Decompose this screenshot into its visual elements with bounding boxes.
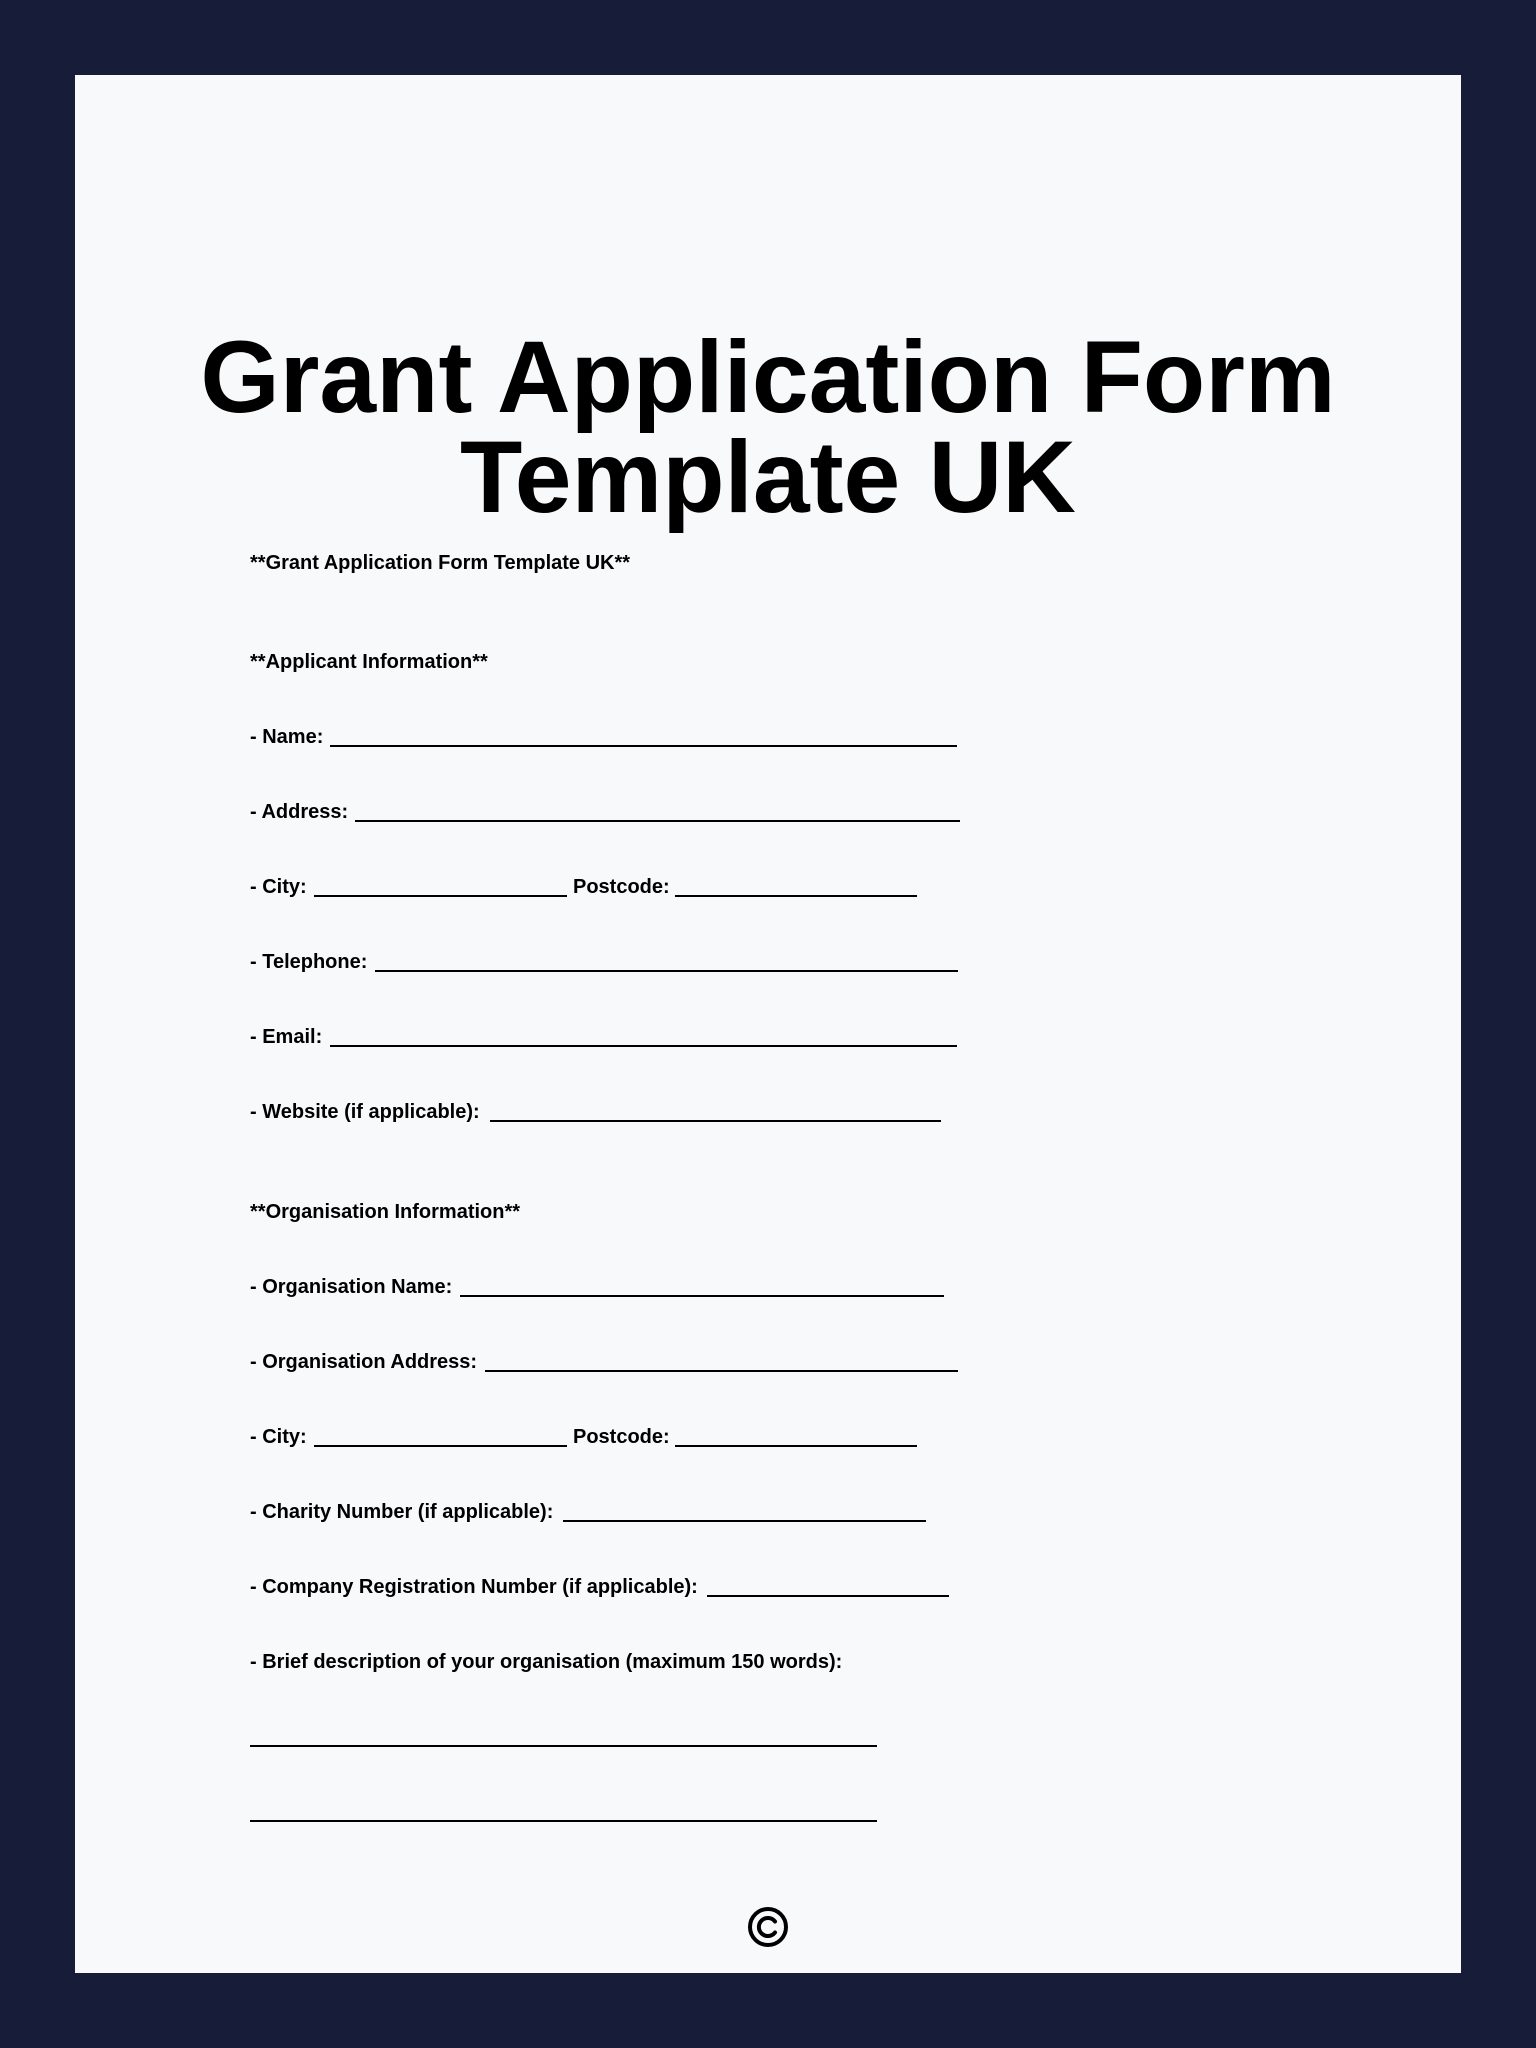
description-line-1[interactable] (250, 1745, 877, 1747)
applicant-address-field[interactable] (355, 820, 960, 822)
applicant-postcode-field[interactable] (675, 895, 917, 897)
charity-number-label: - Charity Number (if applicable): (250, 1501, 554, 1523)
organisation-name-field[interactable] (460, 1295, 944, 1297)
applicant-postcode-label: Postcode: (573, 876, 670, 898)
page-title: Grant Application Form Template UK (200, 320, 1336, 534)
document-subtitle: **Grant Application Form Template UK** (250, 552, 631, 574)
applicant-city-field[interactable] (314, 895, 567, 897)
charity-number-field[interactable] (563, 1520, 926, 1522)
applicant-website-label: - Website (if applicable): (250, 1101, 480, 1123)
copyright-icon (746, 1905, 790, 1949)
organisation-section-heading: **Organisation Information** (250, 1201, 521, 1223)
description-line-2[interactable] (250, 1820, 877, 1822)
organisation-city-field[interactable] (314, 1445, 567, 1447)
document-page (75, 75, 1461, 1973)
organisation-description-label: - Brief description of your organisation (maximum 150 words): (250, 1651, 843, 1673)
applicant-address-label: - Address: (250, 801, 349, 823)
applicant-website-field[interactable] (490, 1120, 941, 1122)
company-registration-field[interactable] (707, 1595, 949, 1597)
applicant-city-label: - City: (250, 876, 307, 898)
organisation-name-label: - Organisation Name: (250, 1276, 453, 1298)
company-registration-label: - Company Registration Number (if applicable): (250, 1576, 698, 1598)
applicant-section-heading: **Applicant Information** (250, 651, 488, 673)
applicant-email-label: - Email: (250, 1026, 323, 1048)
organisation-city-label: - City: (250, 1426, 307, 1448)
organisation-postcode-field[interactable] (675, 1445, 917, 1447)
organisation-postcode-label: Postcode: (573, 1426, 670, 1448)
organisation-address-field[interactable] (485, 1370, 958, 1372)
applicant-email-field[interactable] (330, 1045, 957, 1047)
applicant-name-field[interactable] (330, 745, 957, 747)
applicant-telephone-field[interactable] (375, 970, 958, 972)
organisation-address-label: - Organisation Address: (250, 1351, 478, 1373)
applicant-name-label: - Name: (250, 726, 324, 748)
applicant-telephone-label: - Telephone: (250, 951, 368, 973)
